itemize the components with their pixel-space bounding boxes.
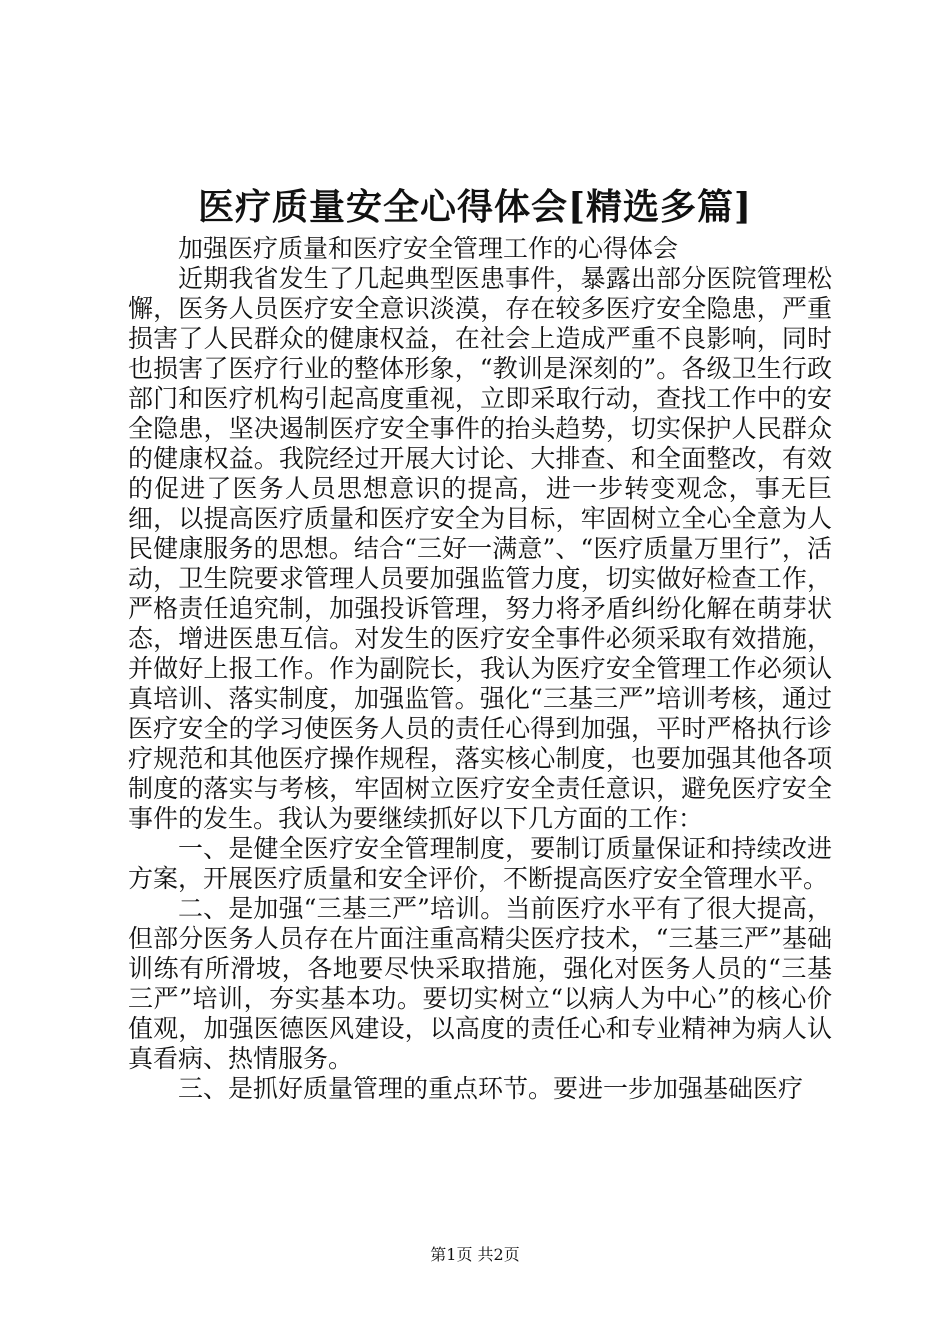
page-number-footer: 第1页 共2页	[430, 1245, 520, 1264]
body-paragraph: 一、是健全医疗安全管理制度，要制订质量保证和持续改进方案，开展医疗质量和安全评价，不断提高医疗安全管理水平。	[128, 834, 832, 893]
body-paragraph: 三、是抓好质量管理的重点环节。要进一步加强基础医疗	[178, 1074, 804, 1103]
subtitle-paragraph: 加强医疗质量和医疗安全管理工作的心得体会	[178, 234, 679, 263]
body-paragraph: 二、是加强“三基三严”培训。当前医疗水平有了很大提高，但部分医务人员存在片面注重高精尖医疗技术，“三基三严”基础训练有所滑坡，各地要尽快采取措施，强化对医务人员的“三基三严”培训，夯实基本功。要切实树立“以病人为中心”的核心价值观，加强医德医风建设，以高度的责任心和专业精神为病人认真看病、热情服务。	[128, 894, 832, 1073]
body-paragraph: 近期我省发生了几起典型医患事件，暴露出部分医院管理松懈，医务人员医疗安全意识淡漠，存在较多医疗安全隐患，严重损害了人民群众的健康权益，在社会上造成严重不良影响，同时也损害了医疗行业的整体形象，“教训是深刻的”。各级卫生行政部门和医疗机构引起高度重视，立即采取行动，查找工作中的安全隐患，坚决遏制医疗安全事件的抬头趋势，切实保护人民群众的健康权益。我院经过开展大讨论、大排查、和全面整改，有效的促进了医务人员思想意识的提高，进一步转变观念，事无巨细，以提高医疗质量和医疗安全为目标，牢固树立全心全意为人民健康服务的思想。结合“三好一满意”、“医疗质量万里行”，活动，卫生院要求管理人员要加强监管力度，切实做好检查工作，严格责任追究制，加强投诉管理，努力将矛盾纠纷化解在萌芽状态，增进医患互信。对发生的医疗安全事件必须采取有效措施，并做好上报工作。作为副院长，我认为医疗安全管理工作必须认真培训、落实制度，加强监管。强化“三基三严”培训考核，通过医疗安全的学习使医务人员的责任心得到加强，平时严格执行诊疗规范和其他医疗操作规程，落实核心制度，也要加强其他各项制度的落实与考核，牢固树立医疗安全责任意识，避免医疗安全事件的发生。我认为要继续抓好以下几方面的工作：	[128, 264, 832, 833]
document-body	[128, 234, 832, 1104]
document-title: 医疗质量安全心得体会[精选多篇]	[197, 186, 753, 228]
